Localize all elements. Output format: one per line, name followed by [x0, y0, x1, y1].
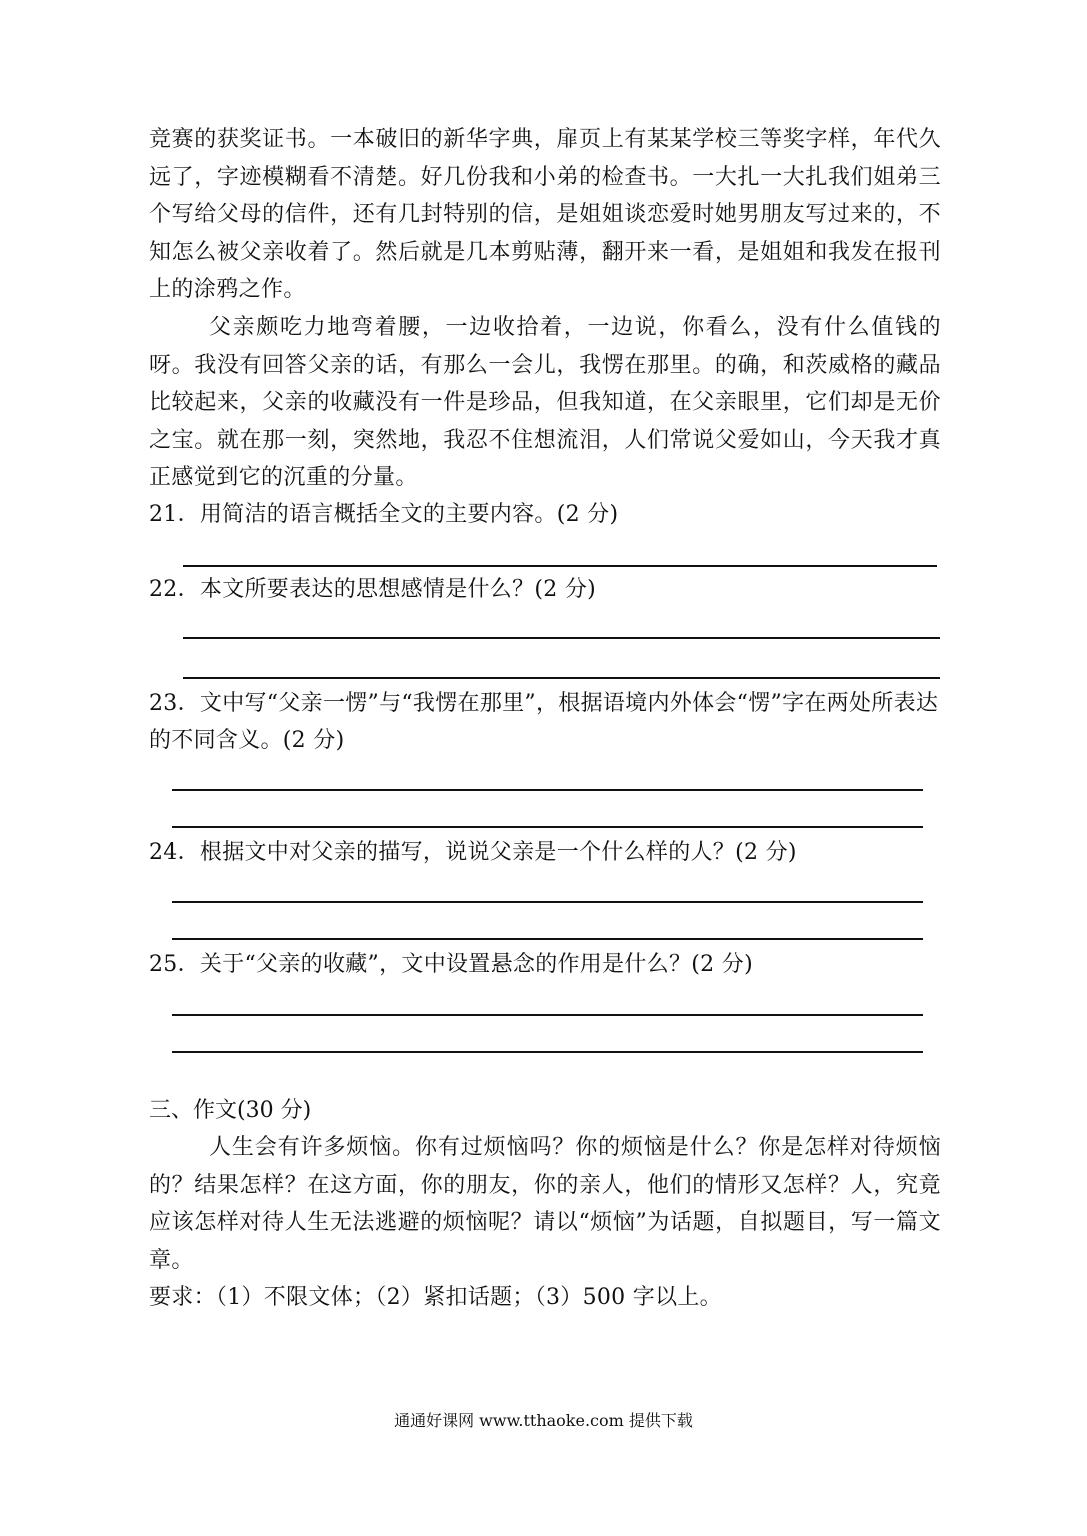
essay-requirements: 要求：（1）不限文体；（2）紧扣话题；（3）500 字以上。 — [149, 1285, 722, 1310]
essay-prompt: 人生会有许多烦恼。你有过烦恼吗？你的烦恼是什么？你是怎样对待烦恼的？结果怎样？在这方面，你的朋友，你的亲人，他们的情形又怎样？人，究竟应该怎样对待人生无法逃避的烦恼呢？请以“烦恼”为话题，自拟题目，写一篇文章。 — [149, 1135, 941, 1273]
answer-line-23-2[interactable] — [172, 826, 923, 828]
question-24: 24．根据文中对父亲的描写，说说父亲是一个什么样的人？(2 分) — [149, 840, 797, 865]
answer-line-24-2[interactable] — [172, 938, 923, 940]
answer-line-23-1[interactable] — [172, 789, 923, 791]
answer-line-22-1[interactable] — [183, 637, 940, 639]
answer-line-25-2[interactable] — [172, 1051, 923, 1053]
passage-paragraph-2: 父亲颇吃力地弯着腰，一边收拾着，一边说，你看么，没有什么值钱的呀。我没有回答父亲的话，有那么一会儿，我愣在那里。的确，和茨威格的藏品比较起来，父亲的收藏没有一件是珍品，但我知道，在父亲眼里，它们却是无价之宝。就在那一刻，突然地，我忍不住想流泪，人们常说父爱如山，今天我才真正感觉到它的沉重的分量。 — [149, 315, 941, 490]
question-21: 21．用简洁的语言概括全文的主要内容。(2 分) — [149, 502, 619, 527]
answer-line-25-1[interactable] — [172, 1014, 923, 1016]
question-23: 23．文中写“父亲一愣”与“我愣在那里”，根据语境内外体会“愣”字在两处所表达的不同含义。(2 分) — [149, 691, 939, 753]
question-22: 22．本文所要表达的思想感情是什么？(2 分) — [149, 577, 597, 602]
answer-line-21-1[interactable] — [183, 565, 937, 567]
answer-line-22-2[interactable] — [183, 677, 940, 679]
question-25: 25．关于“父亲的收藏”，文中设置悬念的作用是什么？(2 分) — [149, 952, 753, 977]
page-footer: 通通好课网 www.tthaoke.com 提供下载 — [394, 1411, 693, 1430]
passage-paragraph-1: 竞赛的获奖证书。一本破旧的新华字典，扉页上有某某学校三等奖字样，年代久远了，字迹模糊看不清楚。好几份我和小弟的检查书。一大扎一大扎我们姐弟三个写给父母的信件，还有几封特别的信，是姐姐谈恋爱时她男朋友写过来的，不知怎么被父亲收着了。然后就是几本剪贴薄，翻开来一看，是姐姐和我发在报刊上的涂鸦之作。 — [149, 127, 941, 302]
answer-line-24-1[interactable] — [172, 901, 923, 903]
essay-heading: 三、作文(30 分) — [149, 1098, 312, 1123]
